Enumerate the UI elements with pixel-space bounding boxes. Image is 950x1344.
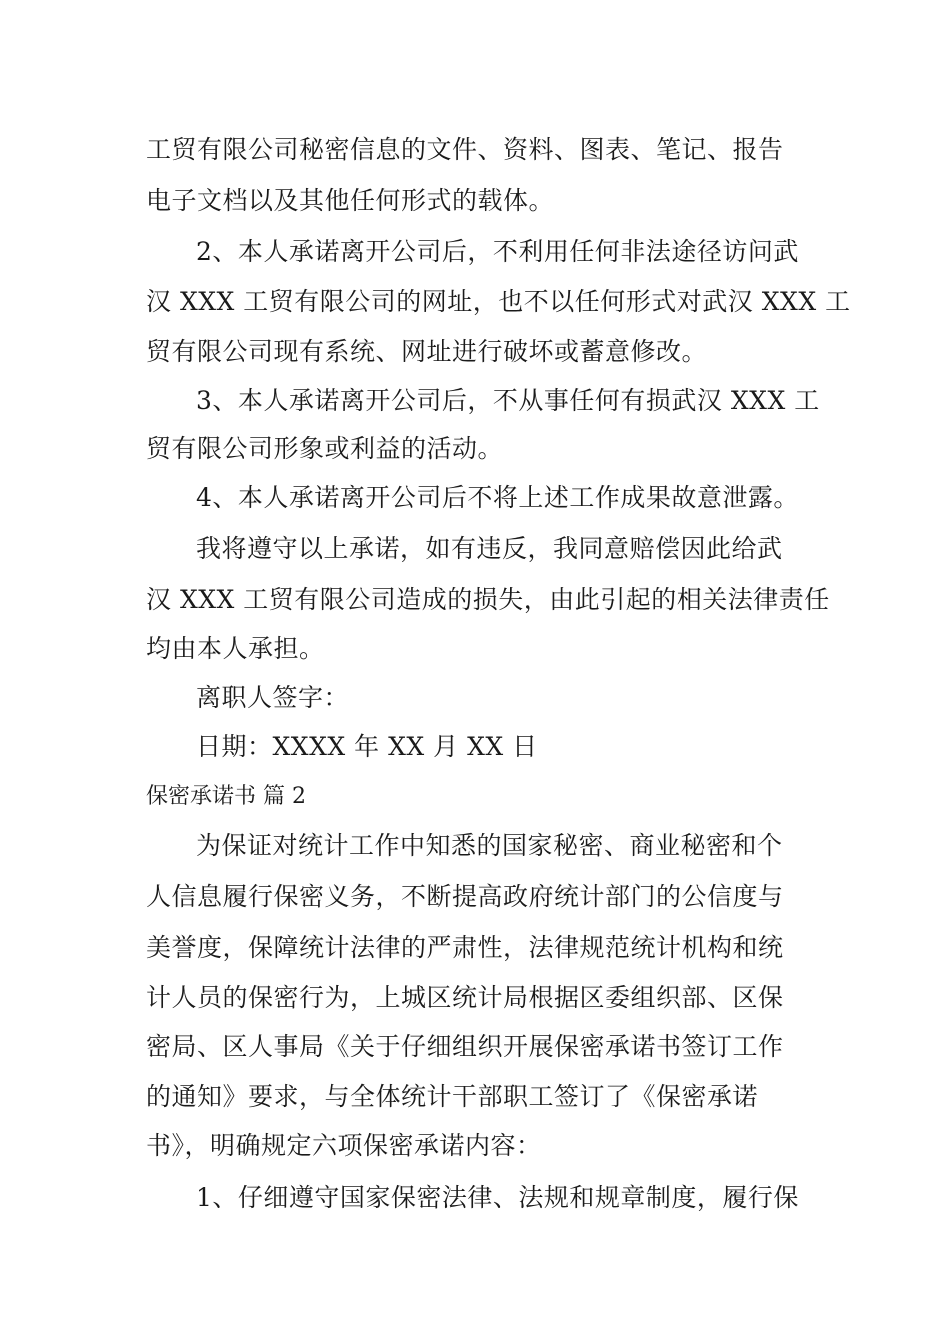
- body-text-line: 汉 XXX 工贸有限公司造成的损失，由此引起的相关法律责任: [146, 585, 830, 614]
- signature-label: 离职人签字：: [196, 683, 350, 712]
- body-text-line: 2、本人承诺离开公司后，不利用任何非法途径访问武: [196, 237, 799, 266]
- body-text-line: 贸有限公司形象或利益的活动。: [146, 434, 504, 463]
- body-text-line: 均由本人承担。: [146, 634, 325, 663]
- body-text-line: 我将遵守以上承诺，如有违反，我同意赔偿因此给武: [196, 534, 783, 563]
- body-text-line: 4、本人承诺离开公司后不将上述工作成果故意泄露。: [196, 483, 799, 512]
- body-text-line: 工贸有限公司秘密信息的文件、资料、图表、笔记、报告: [146, 135, 784, 164]
- body-text-line: 书》，明确规定六项保密承诺内容：: [146, 1131, 542, 1160]
- body-text-line: 的通知》要求，与全体统计干部职工签订了《保密承诺: [146, 1082, 759, 1111]
- body-text-line: 3、本人承诺离开公司后，不从事任何有损武汉 XXX 工: [196, 386, 820, 415]
- body-text-line: 电子文档以及其他任何形式的载体。: [146, 186, 555, 215]
- body-text-line: 人信息履行保密义务，不断提高政府统计部门的公信度与: [146, 882, 784, 911]
- body-text-line: 贸有限公司现有系统、网址进行破坏或蓄意修改。: [146, 337, 708, 366]
- body-text-line: 1、仔细遵守国家保密法律、法规和规章制度，履行保: [196, 1183, 799, 1212]
- body-text-line: 汉 XXX 工贸有限公司的网址，也不以任何形式对武汉 XXX 工: [146, 287, 851, 316]
- body-text-line: 美誉度，保障统计法律的严肃性，法律规范统计机构和统: [146, 933, 784, 962]
- body-text-line: 为保证对统计工作中知悉的国家秘密、商业秘密和个: [196, 831, 783, 860]
- section-heading: 保密承诺书 篇 2: [146, 784, 306, 809]
- body-text-line: 密局、区人事局《关于仔细组织开展保密承诺书签订工作: [146, 1032, 784, 1061]
- body-text-line: 计人员的保密行为，上城区统计局根据区委组织部、区保: [146, 983, 784, 1012]
- date-line: 日期：XXXX 年 XX 月 XX 日: [196, 732, 538, 761]
